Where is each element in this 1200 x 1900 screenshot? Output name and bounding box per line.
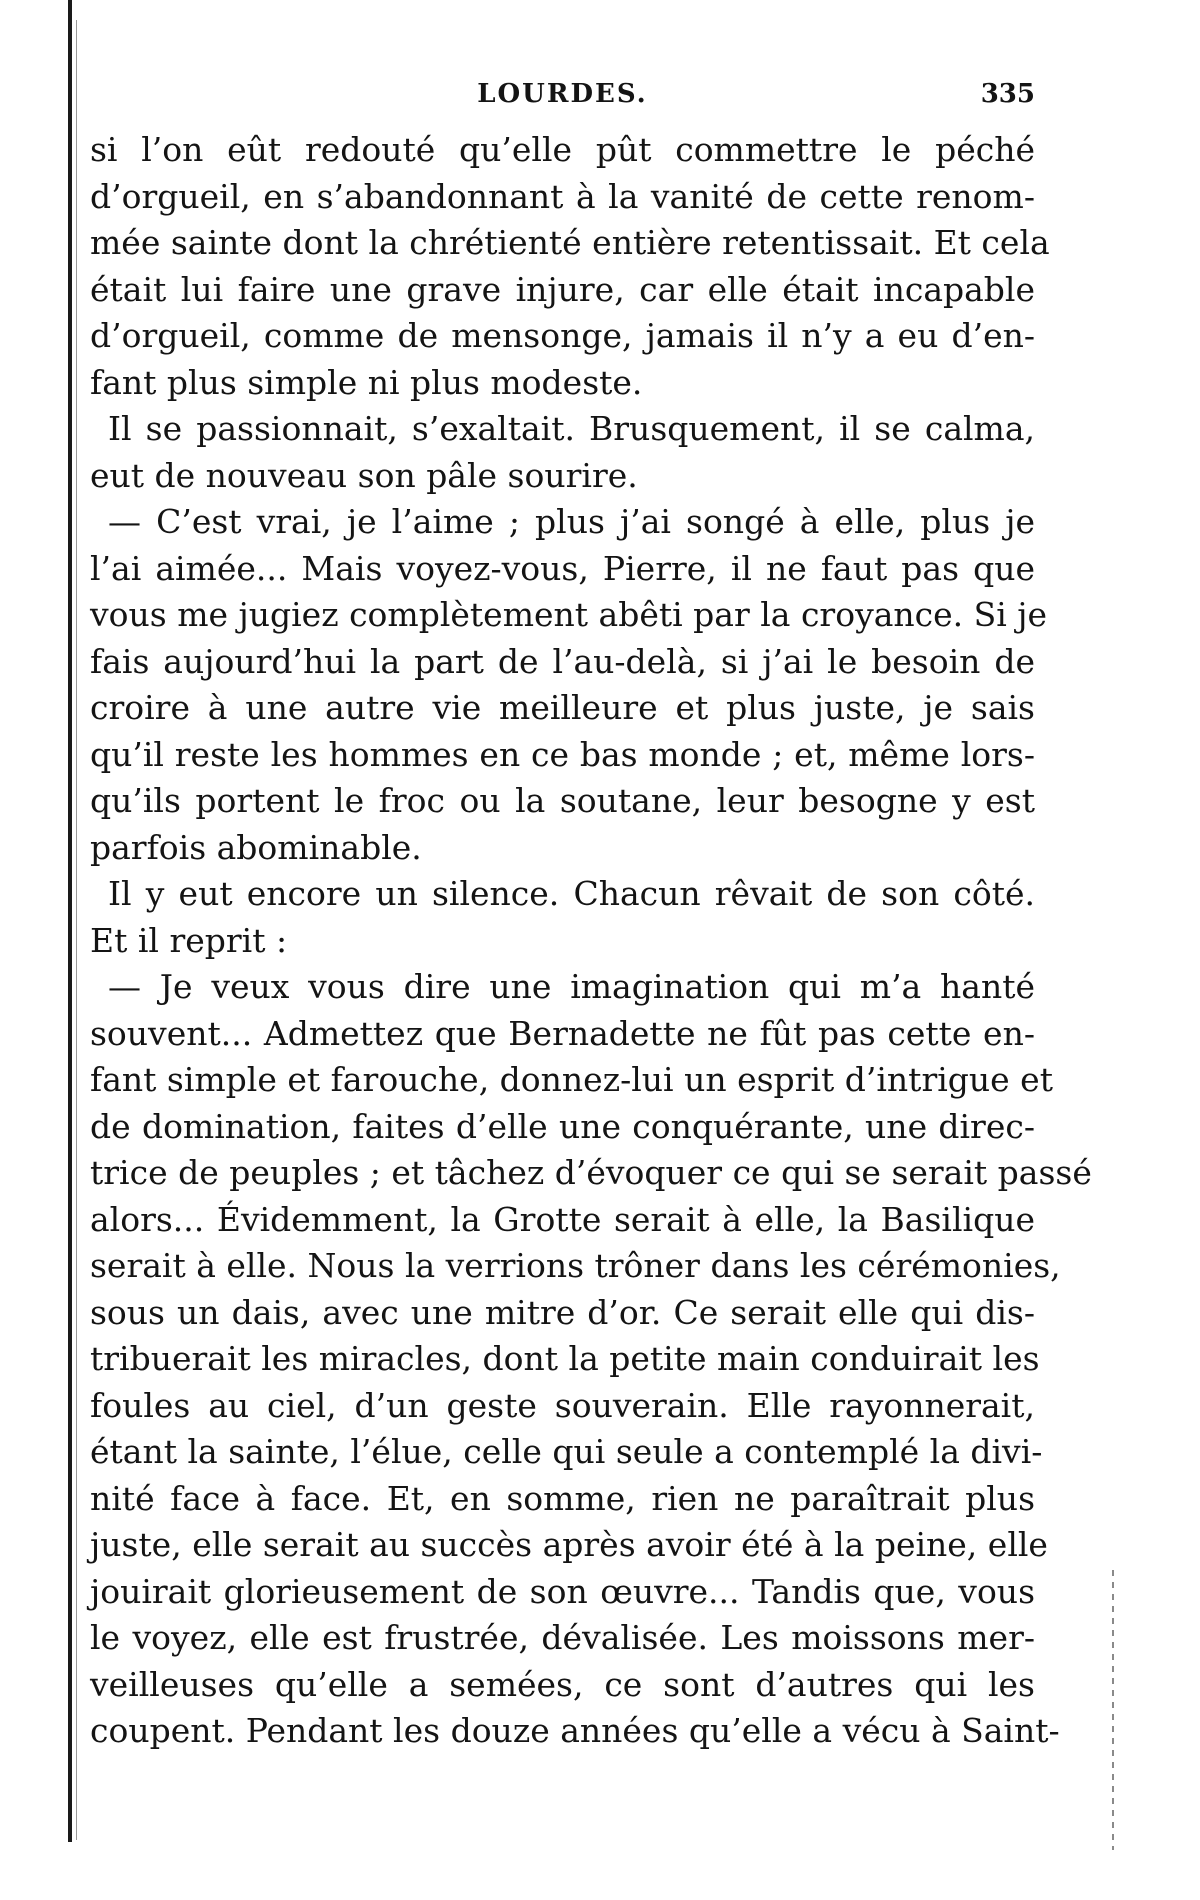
text-line: juste, elle serait au succès après avoir été à la peine, elle	[90, 1525, 1048, 1564]
text-line: fant plus simple ni plus modeste.	[90, 362, 643, 402]
text-line: était lui faire une grave injure, car elle était incapable	[90, 269, 1035, 309]
text-line: foules au ciel, d’un geste souverain. Elle rayonnerait,	[90, 1385, 1035, 1425]
binding-edge	[68, 0, 72, 1842]
text-line: coupent. Pendant les douze années qu’elle a vécu à Saint-	[90, 1711, 1060, 1750]
text-line: d’orgueil, en s’abandonnant à la vanité de cette renom-	[90, 176, 1035, 216]
running-title: LOURDES.	[477, 79, 648, 109]
text-line: veilleuses qu’elle a semées, ce sont d’autres qui les	[90, 1664, 1035, 1704]
text-line: étant la sainte, l’élue, celle qui seule a contemplé la divi-	[90, 1432, 1043, 1471]
text-line: si l’on eût redouté qu’elle pût commettre le péché	[90, 130, 1035, 169]
text-line: d’orgueil, comme de mensonge, jamais il n’y a eu d’en-	[90, 316, 1035, 355]
text-line: nité face à face. Et, en somme, rien ne paraîtrait plus	[90, 1478, 1035, 1518]
text-line: mée sainte dont la chrétienté entière retentissait. Et cela	[90, 223, 1050, 262]
text-line: tribuerait les miracles, dont la petite main conduirait les	[90, 1339, 1040, 1378]
margin-specks	[1112, 1570, 1116, 1850]
text-line: fant simple et farouche, donnez-lui un esprit d’intrigue et	[90, 1060, 1053, 1099]
text-line: — Je veux vous dire une imagination qui m’a hanté	[108, 967, 1035, 1006]
text-line: Il y eut encore un silence. Chacun rêvait de son côté.	[108, 874, 1035, 913]
text-line: vous me jugiez complètement abêti par la croyance. Si je	[90, 595, 1048, 634]
text-line: alors... Évidemment, la Grotte serait à elle, la Basilique	[90, 1199, 1035, 1239]
text-line: l’ai aimée... Mais voyez-vous, Pierre, il ne faut pas que	[90, 548, 1035, 588]
text-line: souvent... Admettez que Bernadette ne fût pas cette en-	[90, 1013, 1035, 1053]
text-line: fais aujourd’hui la part de l’au-delà, si j’ai le besoin de	[90, 641, 1035, 681]
text-line: parfois abominable.	[90, 827, 422, 867]
page-number: 335	[980, 79, 1035, 109]
text-line: Et il reprit :	[90, 920, 288, 960]
text-line: le voyez, elle est frustrée, dévalisée. Les moissons mer-	[90, 1618, 1035, 1657]
text-line: de domination, faites d’elle une conquérante, une direc-	[90, 1106, 1035, 1146]
text-line: trice de peuples ; et tâchez d’évoquer ce qui se serait passé	[90, 1153, 1092, 1192]
text-line: jouirait glorieusement de son œuvre... Tandis que, vous	[90, 1571, 1035, 1611]
text-line: — C’est vrai, je l’aime ; plus j’ai songé à elle, plus je	[108, 502, 1035, 541]
text-line: qu’ils portent le froc ou la soutane, leur besogne y est	[90, 781, 1035, 820]
running-head	[90, 74, 1035, 114]
binding-shadow	[76, 20, 77, 1840]
text-line: eut de nouveau son pâle sourire.	[90, 455, 638, 495]
text-line: sous un dais, avec une mitre d’or. Ce serait elle qui dis-	[90, 1292, 1035, 1332]
text-line: croire à une autre vie meilleure et plus juste, je sais	[90, 688, 1035, 727]
text-line: Il se passionnait, s’exaltait. Brusquement, il se calma,	[108, 409, 1035, 448]
text-line: serait à elle. Nous la verrions trôner dans les cérémonies,	[90, 1246, 1061, 1285]
body-text	[90, 127, 1092, 1755]
text-line: qu’il reste les hommes en ce bas monde ; et, même lors-	[90, 734, 1035, 774]
